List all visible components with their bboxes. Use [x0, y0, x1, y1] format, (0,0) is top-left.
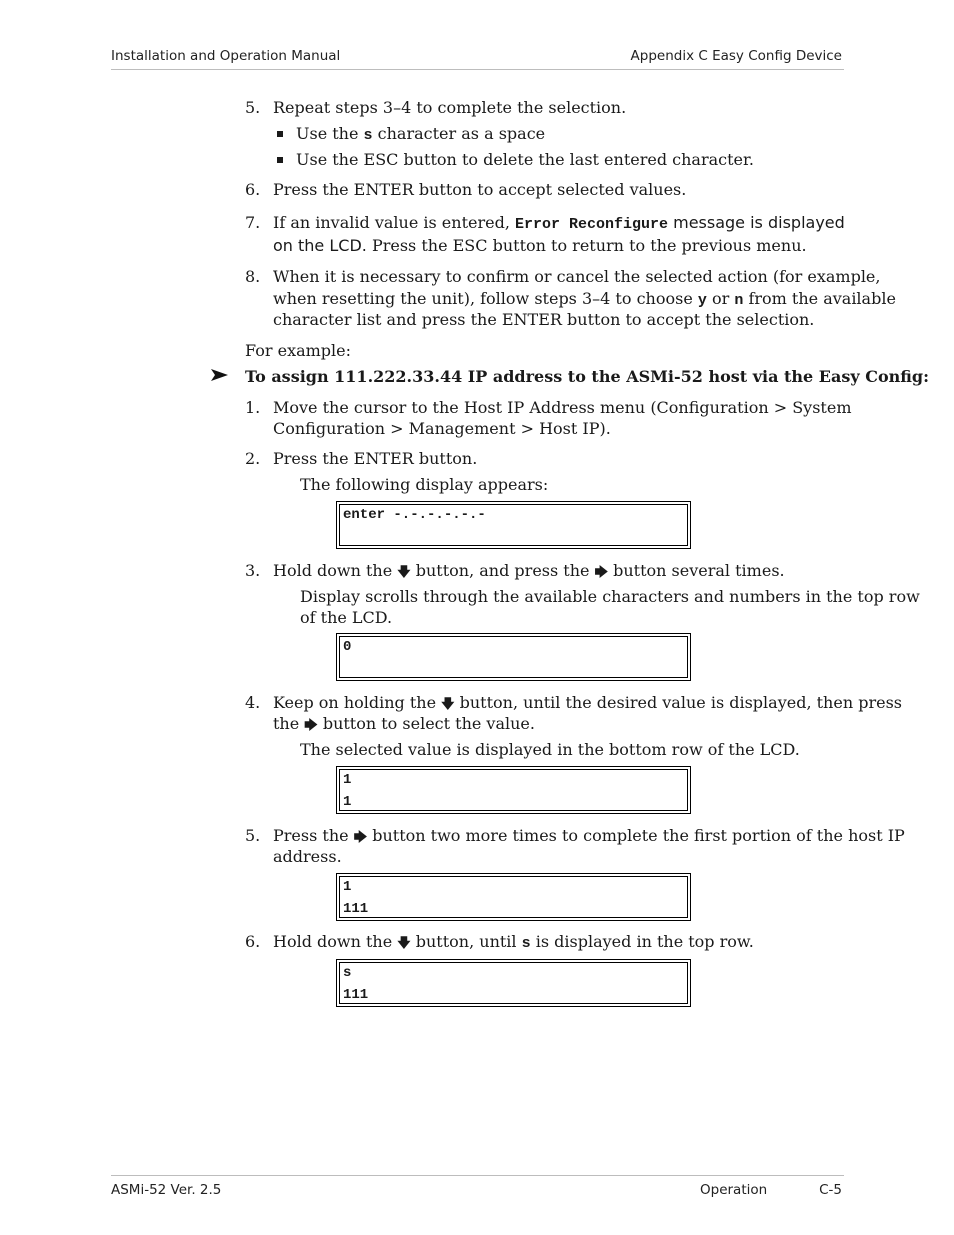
page-number: C-5	[819, 1182, 842, 1198]
step-text: Press the ENTER button.	[273, 449, 478, 468]
for-example-label: For example:	[245, 341, 352, 360]
lcd-display	[336, 873, 691, 921]
step-number: 1.	[245, 398, 261, 417]
step-note: The selected value is displayed in the bottom row of the LCD.	[300, 740, 800, 759]
lcd-bottom-row: 111	[343, 901, 369, 917]
bullet-icon	[277, 157, 283, 163]
step-text: Press the 🡆 button two more times to complete the first portion of the host IP	[273, 825, 905, 849]
step-text: When it is necessary to confirm or cancel the selected action (for example,	[273, 267, 881, 286]
step-text: Configuration > Management > Host IP).	[273, 419, 611, 438]
step-text: Keep on holding the 🡇 button, until the desired value is displayed, then press	[273, 692, 902, 716]
lcd-display	[336, 501, 691, 549]
lcd-top-row: 0	[343, 639, 352, 655]
step-text: address.	[273, 847, 342, 866]
step-text: the 🡆 button to select the value.	[273, 713, 535, 737]
footer-rule	[111, 1175, 844, 1176]
procedure-arrow-icon	[210, 367, 230, 387]
bullet-item: Use the ESC button to delete the last entered character.	[296, 150, 754, 169]
right-arrow-icon: 🡆	[304, 718, 318, 733]
lcd-display	[336, 633, 691, 681]
step-text: Press the ENTER button to accept selected values.	[273, 180, 687, 199]
procedure-heading: To assign 111.222.33.44 IP address to the ASMi-52 host via the Easy Config:	[245, 367, 929, 386]
footer-product: ASMi-52 Ver. 2.5	[111, 1182, 222, 1198]
lcd-bottom-row: 111	[343, 987, 369, 1003]
step-number: 4.	[245, 693, 261, 712]
step-note: of the LCD.	[300, 608, 393, 627]
step-number: 5.	[245, 826, 261, 845]
step-text: Repeat steps 3–4 to complete the selection.	[273, 98, 627, 117]
bullet-item: Use the s character as a space	[296, 124, 546, 144]
down-arrow-icon: 🡇	[397, 565, 411, 580]
bullet-icon	[277, 131, 283, 137]
lcd-top-row: 1	[343, 772, 352, 788]
step-text: on the LCD. Press the ESC button to return to the previous menu.	[273, 236, 807, 255]
lcd-top-row: enter -.-.-.-.-.-	[343, 507, 486, 523]
step-number: 5.	[245, 98, 261, 117]
lcd-top-row: s	[343, 965, 352, 981]
lcd-display	[336, 959, 691, 1007]
step-text: If an invalid value is entered, Error Reconfigure message is displayed	[273, 213, 845, 233]
right-arrow-icon: 🡆	[594, 565, 609, 580]
step-number: 7.	[245, 213, 261, 232]
step-text: Hold down the 🡇 button, and press the 🡆 button several times.	[273, 560, 785, 584]
step-note: Display scrolls through the available characters and numbers in the top row	[300, 587, 920, 606]
header-rule	[111, 69, 844, 70]
step-number: 3.	[245, 561, 261, 580]
step-number: 6.	[245, 180, 261, 199]
down-arrow-icon: 🡇	[397, 936, 411, 951]
step-text: character list and press the ENTER button to accept the selection.	[273, 310, 815, 329]
header-appendix: Appendix C Easy Config Device	[630, 48, 842, 64]
step-text: when resetting the unit), follow steps 3–4 to choose y or n from the available	[273, 289, 896, 309]
lcd-display	[336, 766, 691, 814]
footer-section: Operation	[700, 1182, 768, 1198]
lcd-top-row: 1	[343, 879, 352, 895]
step-text: Hold down the 🡇 button, until s is displayed in the top row.	[273, 931, 754, 955]
down-arrow-icon: 🡇	[441, 697, 455, 712]
right-arrow-icon: 🡆	[353, 830, 368, 845]
lcd-bottom-row: 1	[343, 794, 352, 810]
step-number: 8.	[245, 267, 261, 286]
step-note: The following display appears:	[300, 475, 549, 494]
step-number: 2.	[245, 449, 261, 468]
step-number: 6.	[245, 932, 261, 951]
header-title: Installation and Operation Manual	[111, 48, 341, 64]
step-text: Move the cursor to the Host IP Address menu (Configuration > System	[273, 398, 852, 417]
